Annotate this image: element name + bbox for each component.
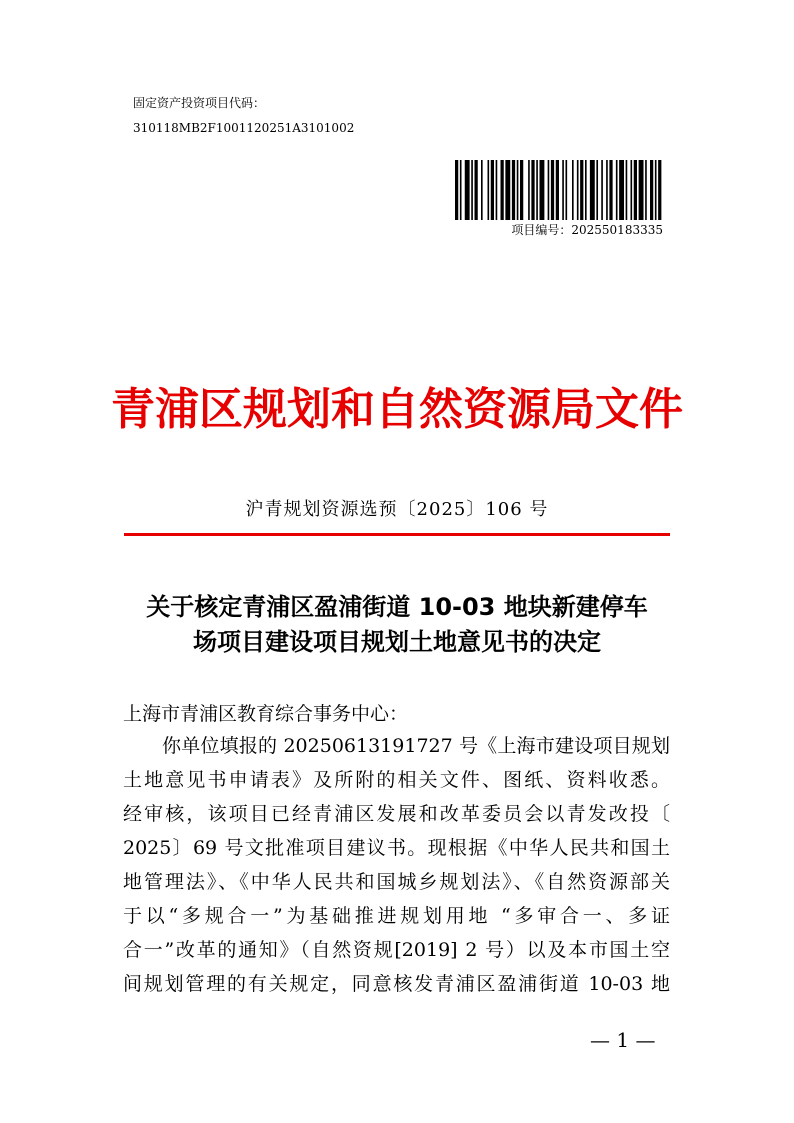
body-line: 2025〕69 号文批准项目建议书。现根据《中华人民共和国土 xyxy=(123,837,670,859)
barcode-bar xyxy=(580,160,583,220)
investment-code-label: 固定资产投资项目代码： xyxy=(133,96,266,110)
barcode-bar xyxy=(616,160,618,220)
barcode-bar xyxy=(512,160,515,220)
body-line: 间规划管理的有关规定，同意核发青浦区盈浦街道 10-03 地 xyxy=(123,973,670,995)
barcode-bar xyxy=(634,160,637,220)
body-line: 土地意见书申请表》及所附的相关文件、图纸、资料收悉。 xyxy=(123,769,670,791)
body-line: 合一”改革的通知》（自然资规[2019] 2 号）以及本市国土空 xyxy=(123,939,670,961)
barcode-bar xyxy=(590,160,595,220)
barcode-bar xyxy=(562,160,564,220)
barcode-bar xyxy=(577,160,579,220)
barcode-bar xyxy=(606,160,608,220)
barcode-bar xyxy=(551,160,554,220)
barcode-bar xyxy=(658,160,661,220)
barcode-bar xyxy=(528,160,530,220)
barcode-bar xyxy=(455,160,458,220)
barcode-bar xyxy=(531,160,534,220)
barcode-bar xyxy=(491,160,494,220)
barcode-bar xyxy=(501,160,504,220)
barcode-bar xyxy=(596,160,598,220)
barcode-bar xyxy=(572,160,574,220)
investment-code: 310118MB2F1001120251A3101002 xyxy=(133,121,355,135)
barcode-bar xyxy=(496,160,498,220)
barcode-bar xyxy=(645,160,647,220)
barcode-bar xyxy=(619,160,624,220)
barcode-bar xyxy=(475,160,478,220)
barcode-bar xyxy=(536,160,538,220)
barcode-bar xyxy=(517,160,519,220)
barcode-bar xyxy=(460,160,462,220)
barcode-bar xyxy=(631,160,633,220)
document-number: 沪青规划资源选预〔2025〕106 号 xyxy=(245,499,549,520)
barcode-bar xyxy=(626,160,628,220)
barcode-bar xyxy=(556,160,559,220)
barcode-bar xyxy=(540,160,545,220)
barcode-bar xyxy=(650,160,653,220)
document-title-line-1: 关于核定青浦区盈浦街道 10-03 地块新建停车 xyxy=(146,593,648,621)
barcode-bar xyxy=(471,160,473,220)
barcode-bar xyxy=(566,160,568,220)
barcode-bar xyxy=(585,160,587,220)
barcode-image xyxy=(455,160,663,220)
barcode-bar xyxy=(639,160,644,220)
barcode-bar xyxy=(505,160,510,220)
barcode-bar xyxy=(481,160,483,220)
barcode-bar xyxy=(609,160,612,220)
body-line: 地管理法》、《中华人民共和国城乡规划法》、《自然资源部关 xyxy=(123,871,670,893)
barcode-bar xyxy=(655,160,657,220)
barcode-bar xyxy=(465,160,470,220)
barcode-bar xyxy=(520,160,523,220)
addressee: 上海市青浦区教育综合事务中心： xyxy=(123,703,409,725)
body-line: 于以“多规合一”为基础推进规划用地 “多审合一、多证 xyxy=(123,905,670,927)
issuer-header: 青浦区规划和自然资源局文件 xyxy=(111,384,683,435)
barcode-bar xyxy=(548,160,550,220)
barcode-bar xyxy=(488,160,490,220)
project-number: 项目编号：202550183335 xyxy=(511,223,663,237)
body-line: 你单位填报的 20250613191727 号《上海市建设项目规划 xyxy=(162,735,670,757)
barcode-bar xyxy=(601,160,603,220)
red-divider xyxy=(124,533,670,536)
body-line: 经审核，该项目已经青浦区发展和改革委员会以青发改投〔 xyxy=(123,803,670,825)
page-number: — 1 — xyxy=(590,1028,656,1052)
document-title-line-2: 场项目建设项目规划土地意见书的决定 xyxy=(193,628,601,656)
